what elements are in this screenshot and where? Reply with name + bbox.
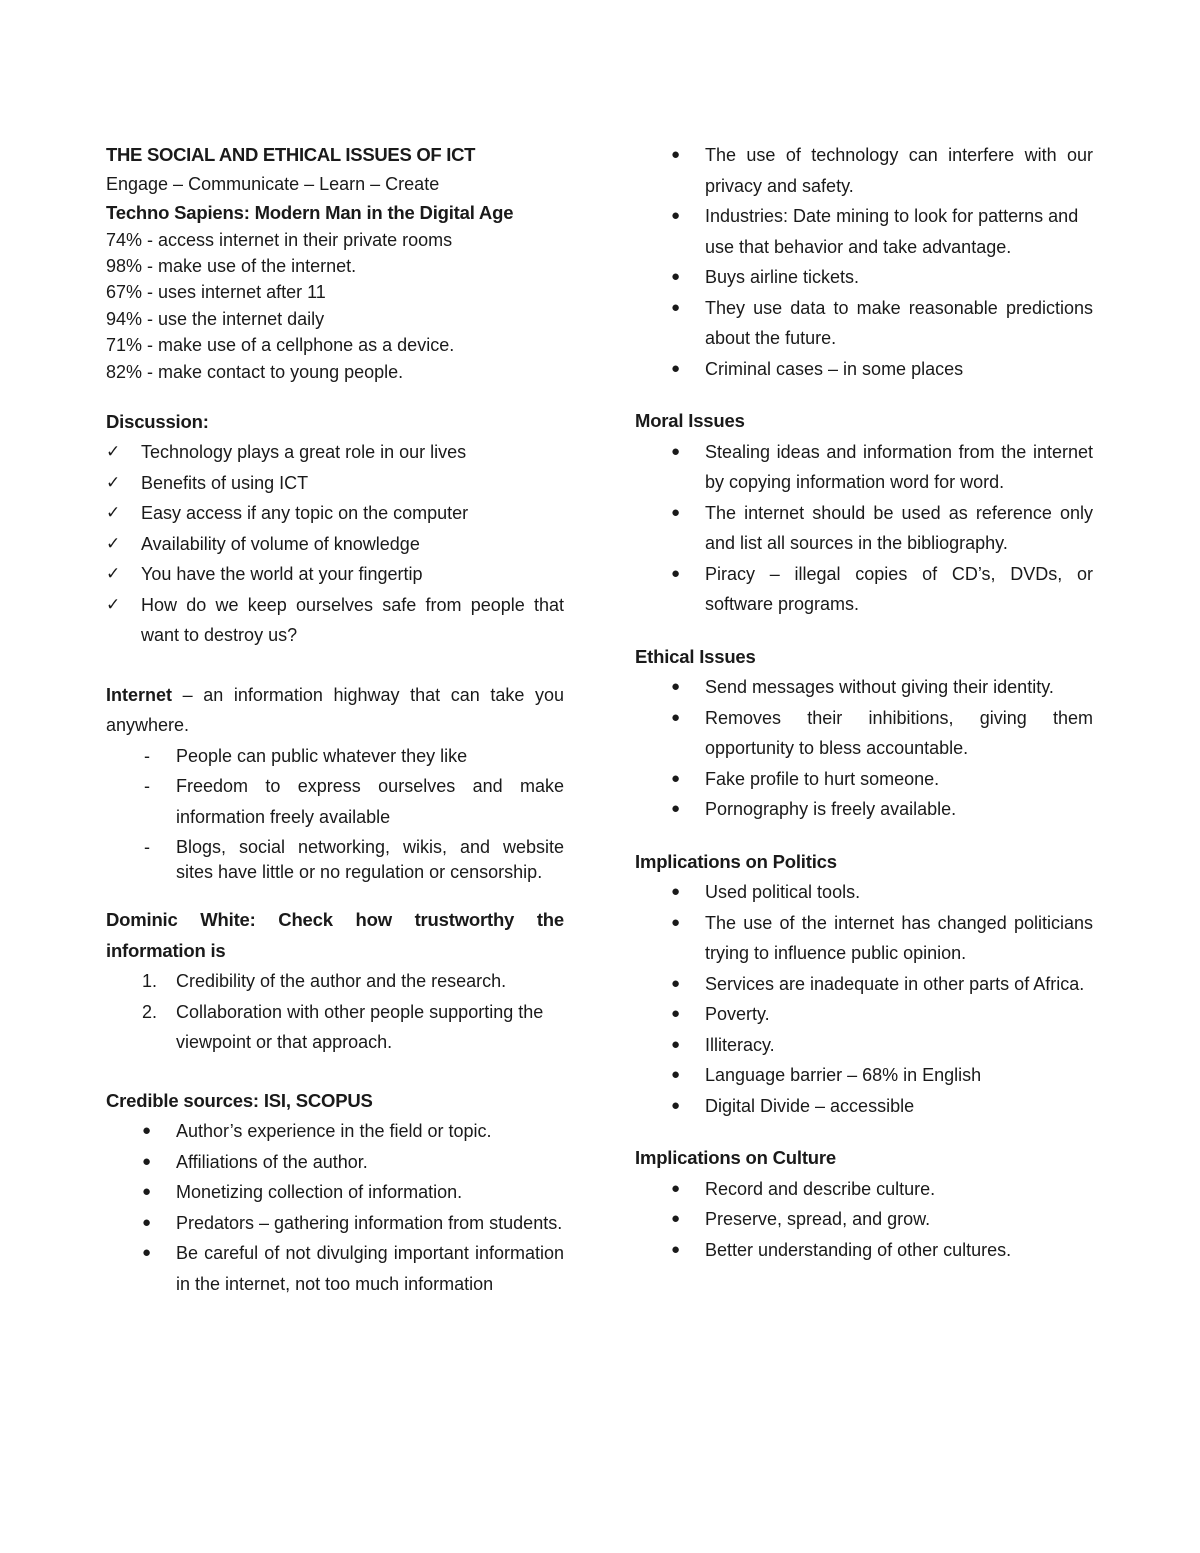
list-item: ● Piracy – illegal copies of CD’s, DVDs, or software programs. [635,559,1093,620]
checkmark-icon: ✓ [106,472,121,492]
internet-list [106,741,564,886]
bullet-icon: ● [671,1035,681,1053]
checkmark-icon: ✓ [106,564,121,584]
right-column [635,140,1093,1265]
bullet-icon: ● [671,708,681,726]
list-item: ● Predators – gathering information from students. [106,1208,564,1239]
bullet-icon: ● [142,1213,152,1231]
bullet-icon: ● [671,769,681,787]
dash-marker: - [144,776,150,797]
list-item: ● Industries: Date mining to look for patterns and use that behavior and take advantage. [635,201,1093,262]
bullet-icon: ● [671,1179,681,1197]
dominic-list [106,966,564,1058]
culture-list [635,1174,1093,1266]
list-item: ✓ Technology plays a great role in our lives [106,437,564,468]
dash-marker: - [144,745,150,766]
list-item: ✓ Benefits of using ICT [106,468,564,499]
dominic-white-heading: Dominic White: Check how trustworthy the information is [106,909,564,961]
bullet-icon: ● [142,1244,152,1262]
list-item: ● Be careful of not divulging important information in the internet, not too much information [106,1238,564,1299]
bullet-icon: ● [671,1096,681,1114]
list-item: ● Language barrier – 68% in English [635,1060,1093,1091]
bullet-icon: ● [671,268,681,285]
bullet-icon: ● [671,1210,681,1227]
left-column [106,140,564,1299]
stat-line: 98% - make use of the internet. [106,255,357,276]
discussion-list [106,437,564,651]
ethical-issues-heading: Ethical Issues [635,645,756,667]
list-item: ● Record and describe culture. [635,1174,1093,1205]
bullet-icon: ● [142,1122,152,1140]
bullet-icon: ● [671,146,681,163]
list-item: 1. Credibility of the author and the research. [106,966,564,997]
bullet-icon: ● [671,1240,681,1258]
list-item: ✓ Easy access if any topic on the computer [106,498,564,529]
list-item: - Blogs, social networking, wikis, and website sites have little or no regulation or censorship. [106,832,564,885]
list-item: - People can public whatever they like [106,741,564,772]
culture-heading: Implications on Culture [635,1147,836,1168]
list-item: ● The use of technology can interfere with our privacy and safety. [635,140,1093,201]
list-item: ● Criminal cases – in some places [635,354,1093,385]
bullet-icon: ● [671,359,681,377]
list-item: 2. Collaboration with other people supporting the viewpoint or that approach. [106,997,564,1058]
ethical-issues-list [635,672,1093,825]
list-item: - Freedom to express ourselves and make information freely available [106,771,564,832]
list-item: ● The internet should be used as reference only and list all sources in the bibliography. [635,498,1093,559]
bullet-icon: ● [671,564,681,582]
moral-issues-list [635,437,1093,620]
list-item: ● Services are inadequate in other parts of Africa. [635,969,1093,1000]
bullet-icon: ● [671,1066,681,1083]
document-subtitle: Engage – Communicate – Learn – Create [106,173,440,194]
stat-line: 74% - access internet in their private rooms [106,229,453,250]
bullet-icon: ● [142,1152,152,1170]
moral-issues-heading: Moral Issues [635,410,745,431]
discussion-heading: Discussion: [106,410,209,432]
stat-line: 71% - make use of a cellphone as a device. [106,335,455,356]
bullet-icon: ● [671,503,681,521]
list-item: ● Pornography is freely available. [635,794,1093,825]
list-item: ● Poverty. [635,999,1093,1030]
stat-line: 67% - uses internet after 11 [106,282,326,303]
bullet-icon: ● [671,800,681,817]
list-item: ● Affiliations of the author. [106,1147,564,1178]
internet-term: Internet [106,684,173,705]
internet-definition: Internet – an information highway that can take you anywhere. [106,684,564,736]
document-title: THE SOCIAL AND ETHICAL ISSUES OF ICT [106,144,476,165]
bullet-icon: ● [142,1183,152,1201]
list-number: 2. [142,1001,158,1022]
list-item: ● They use data to make reasonable predictions about the future. [635,293,1093,354]
list-item: ● Removes their inhibitions, giving them opportunity to bless accountable. [635,703,1093,764]
list-item: ● The use of the internet has changed politicians trying to influence public opinion. [635,908,1093,969]
checkmark-icon: ✓ [106,533,121,553]
list-item: ● Buys airline tickets. [635,262,1093,293]
bullet-icon: ● [671,913,681,931]
dash-marker: - [144,837,150,858]
politics-heading: Implications on Politics [635,850,837,872]
bullet-icon: ● [671,442,681,460]
bullet-icon: ● [671,207,681,224]
stat-line: 94% - use the internet daily [106,308,325,329]
list-item: ● Illiteracy. [635,1030,1093,1061]
list-item: ✓ You have the world at your fingertip [106,559,564,590]
bullet-icon: ● [671,1005,681,1022]
list-item: ● Send messages without giving their identity. [635,672,1093,703]
checkmark-icon: ✓ [106,503,121,523]
list-item: ✓ Availability of volume of knowledge [106,529,564,560]
list-item: ● Digital Divide – accessible [635,1091,1093,1122]
checkmark-icon: ✓ [106,594,121,614]
list-item: ● Used political tools. [635,877,1093,908]
list-item: ● Preserve, spread, and grow. [635,1204,1093,1235]
bullet-icon: ● [671,678,681,695]
list-number: 1. [142,971,158,992]
privacy-list [635,140,1093,384]
bullet-icon: ● [671,298,681,316]
stats-list [106,227,564,385]
checkmark-icon: ✓ [106,442,121,462]
list-item: ● Fake profile to hurt someone. [635,764,1093,795]
stat-line: 82% - make contact to young people. [106,361,404,382]
list-item: ✓ How do we keep ourselves safe from people that want to destroy us? [106,590,564,651]
techno-sapiens-heading: Techno Sapiens: Modern Man in the Digital Age [106,201,514,223]
politics-list [635,877,1093,1121]
list-item: ● Stealing ideas and information from the internet by copying information word for word. [635,437,1093,498]
bullet-icon: ● [671,974,681,992]
credible-sources-heading: Credible sources: ISI, SCOPUS [106,1089,373,1111]
list-item: ● Monetizing collection of information. [106,1177,564,1208]
credible-sources-list [106,1116,564,1299]
list-item: ● Author’s experience in the field or topic. [106,1116,564,1147]
list-item: ● Better understanding of other cultures. [635,1235,1093,1266]
bullet-icon: ● [671,883,681,900]
